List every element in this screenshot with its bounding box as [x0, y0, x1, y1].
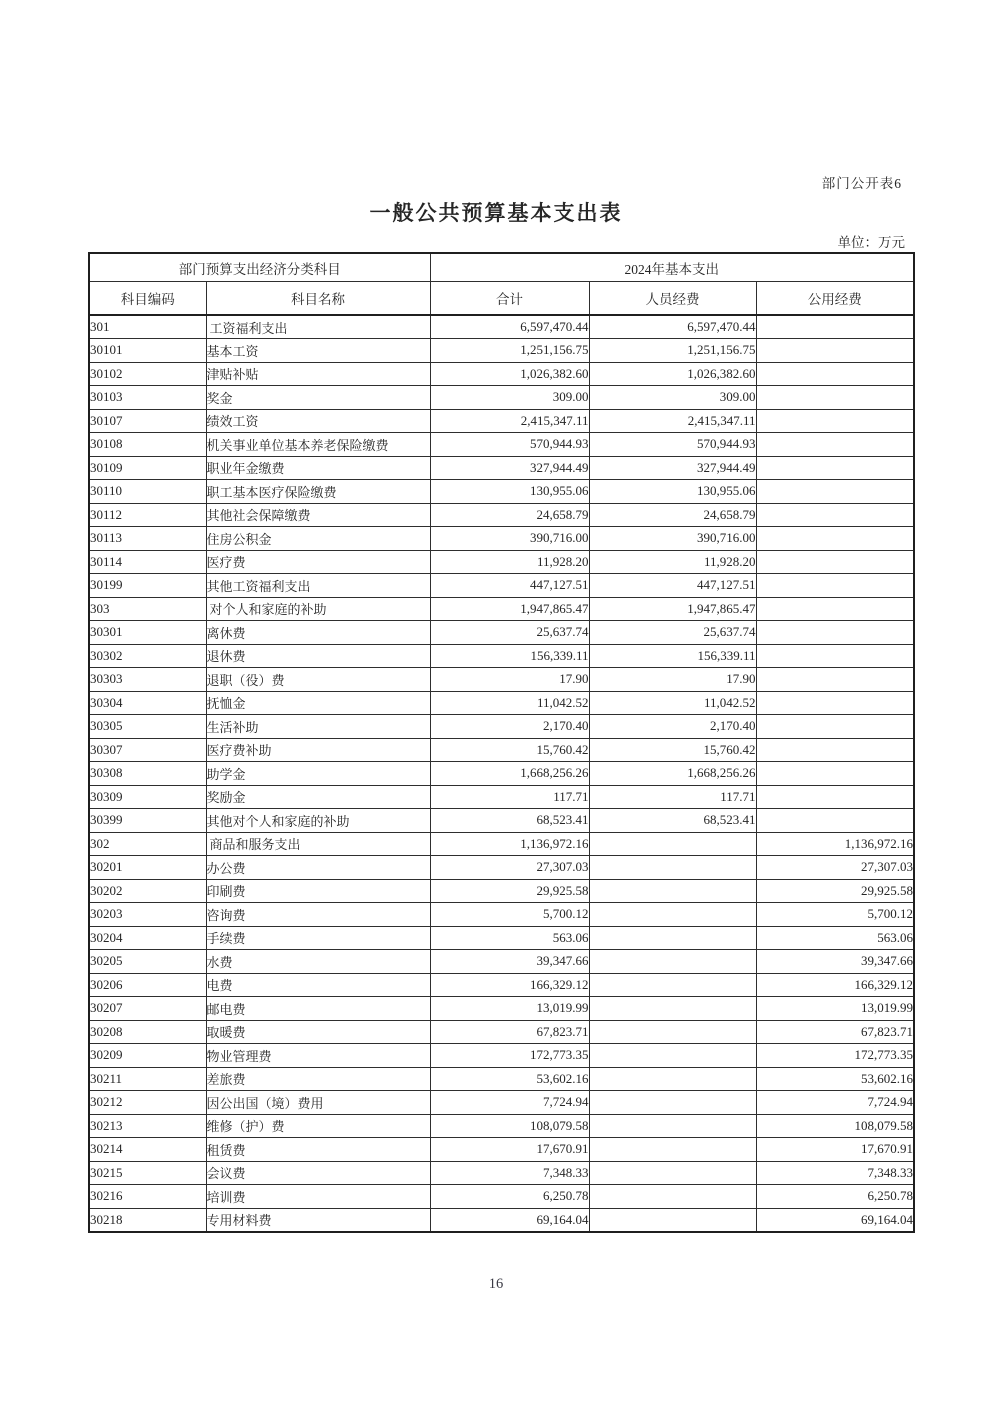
table-row [89, 903, 914, 927]
cell-total: 11,928.20 [430, 550, 589, 574]
col-header-total: 合计 [430, 282, 589, 316]
cell-code: 30209 [89, 1044, 206, 1068]
cell-name: 奖金 [206, 386, 430, 410]
table-body [89, 315, 914, 1232]
cell-name: 差旅费 [206, 1067, 430, 1091]
cell-public: 5,700.12 [756, 903, 914, 927]
cell-public [756, 480, 914, 504]
cell-public [756, 433, 914, 457]
cell-personnel [589, 903, 756, 927]
cell-name: 租赁费 [206, 1138, 430, 1162]
cell-name: 邮电费 [206, 997, 430, 1021]
cell-code: 303 [89, 597, 206, 621]
cell-public: 166,329.12 [756, 973, 914, 997]
cell-personnel: 130,955.06 [589, 480, 756, 504]
table-row [89, 1138, 914, 1162]
table-row [89, 550, 914, 574]
table-row [89, 1161, 914, 1185]
cell-total: 130,955.06 [430, 480, 589, 504]
cell-public [756, 574, 914, 598]
cell-code: 30109 [89, 456, 206, 480]
col-header-personnel: 人员经费 [589, 282, 756, 316]
cell-name: 水费 [206, 950, 430, 974]
cell-public: 17,670.91 [756, 1138, 914, 1162]
cell-code: 30199 [89, 574, 206, 598]
cell-total: 570,944.93 [430, 433, 589, 457]
cell-name: 医疗费补助 [206, 738, 430, 762]
table-row [89, 597, 914, 621]
col-header-code: 科目编码 [89, 282, 206, 316]
cell-code: 30206 [89, 973, 206, 997]
cell-total: 2,170.40 [430, 715, 589, 739]
cell-personnel: 11,042.52 [589, 691, 756, 715]
cell-name: 因公出国（境）费用 [206, 1091, 430, 1115]
table-row [89, 785, 914, 809]
table-row [89, 668, 914, 692]
table-row [89, 315, 914, 339]
cell-personnel: 447,127.51 [589, 574, 756, 598]
cell-public: 67,823.71 [756, 1020, 914, 1044]
cell-code: 30218 [89, 1208, 206, 1232]
cell-code: 30211 [89, 1067, 206, 1091]
table-row [89, 1185, 914, 1209]
cell-public: 6,250.78 [756, 1185, 914, 1209]
cell-personnel: 309.00 [589, 386, 756, 410]
cell-public [756, 691, 914, 715]
cell-personnel [589, 1138, 756, 1162]
cell-public: 563.06 [756, 926, 914, 950]
cell-public [756, 315, 914, 339]
cell-public [756, 456, 914, 480]
cell-public [756, 362, 914, 386]
cell-name: 基本工资 [206, 339, 430, 363]
cell-total: 25,637.74 [430, 621, 589, 645]
cell-public [756, 785, 914, 809]
table-row [89, 856, 914, 880]
cell-public [756, 621, 914, 645]
cell-total: 309.00 [430, 386, 589, 410]
cell-code: 30201 [89, 856, 206, 880]
table-row [89, 1020, 914, 1044]
cell-total: 17,670.91 [430, 1138, 589, 1162]
cell-code: 30114 [89, 550, 206, 574]
cell-code: 30305 [89, 715, 206, 739]
cell-total: 15,760.42 [430, 738, 589, 762]
cell-personnel: 25,637.74 [589, 621, 756, 645]
budget-table [88, 252, 915, 1233]
cell-personnel [589, 973, 756, 997]
cell-total: 27,307.03 [430, 856, 589, 880]
cell-personnel: 6,597,470.44 [589, 315, 756, 339]
cell-total: 447,127.51 [430, 574, 589, 598]
cell-personnel: 1,026,382.60 [589, 362, 756, 386]
cell-total: 390,716.00 [430, 527, 589, 551]
page-title: 一般公共预算基本支出表 [369, 202, 623, 225]
cell-personnel [589, 1114, 756, 1138]
cell-code: 30205 [89, 950, 206, 974]
cell-name: 对个人和家庭的补助 [206, 597, 430, 621]
cell-code: 30108 [89, 433, 206, 457]
cell-public [756, 550, 914, 574]
cell-code: 30204 [89, 926, 206, 950]
cell-name: 办公费 [206, 856, 430, 880]
table-row [89, 762, 914, 786]
cell-name: 奖励金 [206, 785, 430, 809]
cell-personnel [589, 1091, 756, 1115]
cell-name: 手续费 [206, 926, 430, 950]
cell-total: 11,042.52 [430, 691, 589, 715]
cell-total: 7,348.33 [430, 1161, 589, 1185]
cell-total: 6,250.78 [430, 1185, 589, 1209]
group-header-2024-basic: 2024年基本支出 [430, 253, 914, 282]
cell-name: 职业年金缴费 [206, 456, 430, 480]
cell-name: 津贴补贴 [206, 362, 430, 386]
table-row [89, 409, 914, 433]
cell-code: 30215 [89, 1161, 206, 1185]
cell-public [756, 738, 914, 762]
cell-code: 30301 [89, 621, 206, 645]
cell-public [756, 409, 914, 433]
cell-code: 302 [89, 832, 206, 856]
cell-total: 39,347.66 [430, 950, 589, 974]
col-header-public: 公用经费 [756, 282, 914, 316]
table-row [89, 1208, 914, 1232]
cell-public [756, 668, 914, 692]
cell-code: 30302 [89, 644, 206, 668]
table-row [89, 1091, 914, 1115]
cell-total: 166,329.12 [430, 973, 589, 997]
table-row [89, 362, 914, 386]
doc-label: 部门公开表6 [821, 176, 902, 191]
cell-total: 24,658.79 [430, 503, 589, 527]
cell-total: 29,925.58 [430, 879, 589, 903]
group-header-classification: 部门预算支出经济分类科目 [89, 253, 430, 282]
cell-code: 30303 [89, 668, 206, 692]
cell-total: 1,026,382.60 [430, 362, 589, 386]
table-row [89, 1044, 914, 1068]
cell-personnel: 1,947,865.47 [589, 597, 756, 621]
cell-name: 维修（护）费 [206, 1114, 430, 1138]
cell-total: 327,944.49 [430, 456, 589, 480]
cell-public [756, 386, 914, 410]
table-row [89, 644, 914, 668]
cell-total: 6,597,470.44 [430, 315, 589, 339]
table-row [89, 997, 914, 1021]
cell-code: 30103 [89, 386, 206, 410]
cell-personnel: 156,339.11 [589, 644, 756, 668]
cell-name: 医疗费 [206, 550, 430, 574]
cell-name: 培训费 [206, 1185, 430, 1209]
cell-personnel: 117.71 [589, 785, 756, 809]
cell-public [756, 809, 914, 833]
cell-personnel [589, 1185, 756, 1209]
cell-personnel [589, 879, 756, 903]
table-row [89, 456, 914, 480]
cell-code: 30309 [89, 785, 206, 809]
cell-name: 抚恤金 [206, 691, 430, 715]
cell-total: 108,079.58 [430, 1114, 589, 1138]
cell-total: 53,602.16 [430, 1067, 589, 1091]
table-row [89, 480, 914, 504]
table-row [89, 809, 914, 833]
table-column-header-row [89, 282, 914, 316]
table-row [89, 1067, 914, 1091]
cell-personnel: 11,928.20 [589, 550, 756, 574]
cell-total: 68,523.41 [430, 809, 589, 833]
cell-total: 2,415,347.11 [430, 409, 589, 433]
cell-name: 咨询费 [206, 903, 430, 927]
cell-public [756, 715, 914, 739]
cell-code: 30207 [89, 997, 206, 1021]
cell-code: 30308 [89, 762, 206, 786]
table-row [89, 339, 914, 363]
cell-public: 172,773.35 [756, 1044, 914, 1068]
cell-code: 30110 [89, 480, 206, 504]
cell-code: 30202 [89, 879, 206, 903]
cell-public: 69,164.04 [756, 1208, 914, 1232]
cell-personnel [589, 832, 756, 856]
cell-name: 绩效工资 [206, 409, 430, 433]
cell-personnel: 1,668,256.26 [589, 762, 756, 786]
cell-code: 30213 [89, 1114, 206, 1138]
cell-total: 5,700.12 [430, 903, 589, 927]
cell-code: 301 [89, 315, 206, 339]
cell-personnel [589, 997, 756, 1021]
cell-total: 117.71 [430, 785, 589, 809]
cell-code: 30304 [89, 691, 206, 715]
table-row [89, 738, 914, 762]
cell-total: 563.06 [430, 926, 589, 950]
table-row [89, 386, 914, 410]
table-row [89, 574, 914, 598]
cell-name: 住房公积金 [206, 527, 430, 551]
cell-total: 1,668,256.26 [430, 762, 589, 786]
cell-public [756, 527, 914, 551]
table-row [89, 433, 914, 457]
cell-public [756, 339, 914, 363]
cell-total: 7,724.94 [430, 1091, 589, 1115]
cell-public: 29,925.58 [756, 879, 914, 903]
cell-public: 39,347.66 [756, 950, 914, 974]
cell-total: 17.90 [430, 668, 589, 692]
cell-name: 物业管理费 [206, 1044, 430, 1068]
cell-personnel: 1,251,156.75 [589, 339, 756, 363]
table-row [89, 527, 914, 551]
table-row [89, 621, 914, 645]
cell-personnel: 15,760.42 [589, 738, 756, 762]
table-row [89, 973, 914, 997]
cell-public [756, 762, 914, 786]
cell-personnel [589, 1044, 756, 1068]
cell-public: 7,724.94 [756, 1091, 914, 1115]
cell-name: 商品和服务支出 [206, 832, 430, 856]
cell-total: 156,339.11 [430, 644, 589, 668]
col-header-name: 科目名称 [206, 282, 430, 316]
cell-name: 离休费 [206, 621, 430, 645]
cell-total: 1,947,865.47 [430, 597, 589, 621]
table-row [89, 879, 914, 903]
cell-public: 27,307.03 [756, 856, 914, 880]
cell-personnel [589, 950, 756, 974]
cell-personnel [589, 1067, 756, 1091]
cell-name: 其他工资福利支出 [206, 574, 430, 598]
cell-code: 30203 [89, 903, 206, 927]
cell-total: 172,773.35 [430, 1044, 589, 1068]
table-row [89, 715, 914, 739]
cell-public: 1,136,972.16 [756, 832, 914, 856]
cell-name: 退休费 [206, 644, 430, 668]
unit-label: 单位：万元 [837, 235, 905, 250]
cell-name: 生活补助 [206, 715, 430, 739]
cell-total: 1,136,972.16 [430, 832, 589, 856]
table-row [89, 832, 914, 856]
cell-public: 7,348.33 [756, 1161, 914, 1185]
table-row [89, 926, 914, 950]
cell-code: 30208 [89, 1020, 206, 1044]
cell-name: 取暖费 [206, 1020, 430, 1044]
cell-code: 30214 [89, 1138, 206, 1162]
cell-name: 专用材料费 [206, 1208, 430, 1232]
cell-name: 职工基本医疗保险缴费 [206, 480, 430, 504]
cell-personnel: 327,944.49 [589, 456, 756, 480]
page-number: 16 [488, 1276, 504, 1292]
cell-name: 其他对个人和家庭的补助 [206, 809, 430, 833]
cell-code: 30112 [89, 503, 206, 527]
cell-personnel [589, 1161, 756, 1185]
cell-code: 30113 [89, 527, 206, 551]
cell-personnel [589, 926, 756, 950]
cell-name: 工资福利支出 [206, 315, 430, 339]
cell-code: 30307 [89, 738, 206, 762]
cell-personnel: 2,170.40 [589, 715, 756, 739]
table-row [89, 950, 914, 974]
cell-total: 69,164.04 [430, 1208, 589, 1232]
cell-personnel [589, 1020, 756, 1044]
cell-name: 退职（役）费 [206, 668, 430, 692]
cell-total: 1,251,156.75 [430, 339, 589, 363]
cell-personnel: 17.90 [589, 668, 756, 692]
cell-personnel [589, 856, 756, 880]
cell-name: 会议费 [206, 1161, 430, 1185]
cell-public [756, 644, 914, 668]
cell-personnel: 2,415,347.11 [589, 409, 756, 433]
cell-public: 108,079.58 [756, 1114, 914, 1138]
cell-personnel [589, 1208, 756, 1232]
cell-code: 30107 [89, 409, 206, 433]
cell-name: 其他社会保障缴费 [206, 503, 430, 527]
cell-code: 30216 [89, 1185, 206, 1209]
table-row [89, 1114, 914, 1138]
cell-public [756, 503, 914, 527]
cell-public: 13,019.99 [756, 997, 914, 1021]
cell-total: 13,019.99 [430, 997, 589, 1021]
cell-public: 53,602.16 [756, 1067, 914, 1091]
cell-code: 30399 [89, 809, 206, 833]
table-group-header-row [89, 253, 914, 282]
cell-name: 电费 [206, 973, 430, 997]
table-row [89, 503, 914, 527]
cell-code: 30101 [89, 339, 206, 363]
cell-code: 30102 [89, 362, 206, 386]
cell-code: 30212 [89, 1091, 206, 1115]
cell-personnel: 68,523.41 [589, 809, 756, 833]
cell-total: 67,823.71 [430, 1020, 589, 1044]
cell-personnel: 570,944.93 [589, 433, 756, 457]
cell-personnel: 24,658.79 [589, 503, 756, 527]
cell-name: 助学金 [206, 762, 430, 786]
cell-name: 印刷费 [206, 879, 430, 903]
table-row [89, 691, 914, 715]
cell-personnel: 390,716.00 [589, 527, 756, 551]
cell-public [756, 597, 914, 621]
cell-name: 机关事业单位基本养老保险缴费 [206, 433, 430, 457]
